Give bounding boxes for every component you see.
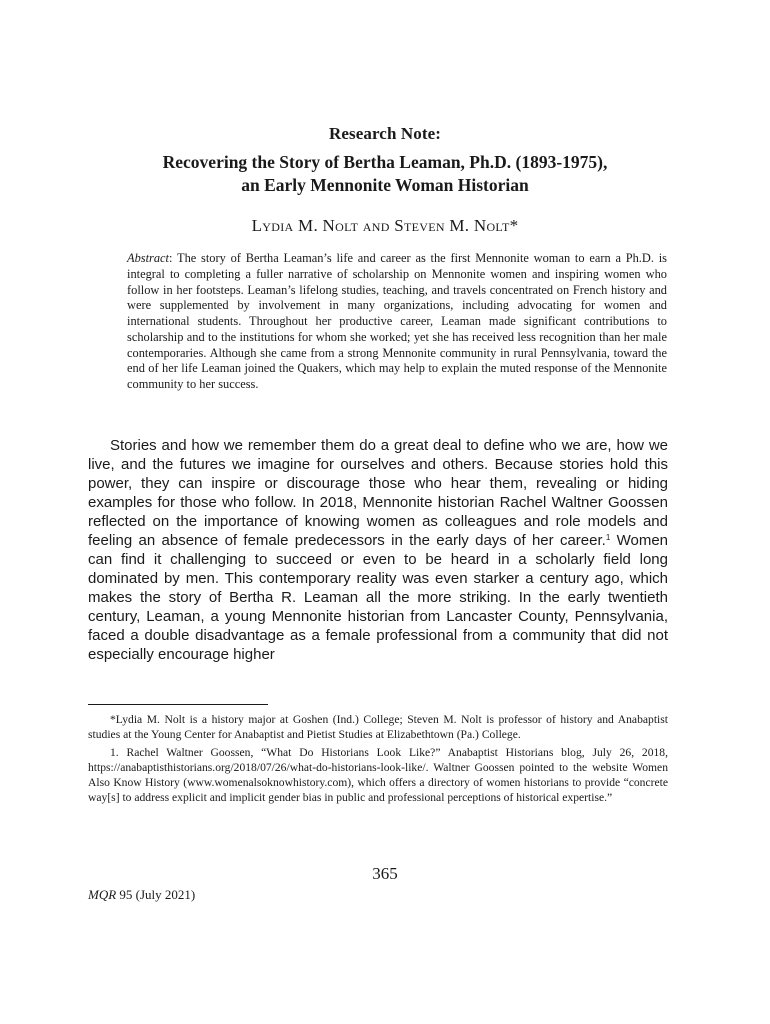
footnote-divider xyxy=(88,704,268,705)
body-paragraph xyxy=(88,436,668,664)
title-line-2: an Early Mennonite Woman Historian xyxy=(241,175,529,195)
abstract-text: : The story of Bertha Leaman’s life and career as the first Mennonite woman to earn a Ph.D. is integral to completing a fuller narrative of scholarship on Mennonite women and inspiring women who follow in her footsteps. Leaman’s lifelong studies, teaching, and travels concentrated on French history and were supplemented by involvement in many organizations, including advocating for women and international students. Throughout her productive career, Leaman made significant contributions to scholarship and to the institutions for whom she worked; yet she has received less recognition than her male contemporaries. Although she came from a strong Mennonite community in rural Pennsylvania, toward the end of her life Leaman joined the Quakers, which may help to explain the muted response of the Mennonite community to her success. xyxy=(127,251,667,391)
title-line-1: Recovering the Story of Bertha Leaman, Ph.D. (1893-1975), xyxy=(162,152,608,172)
body-text-part-2: Women can find it challenging to succeed or even to be heard in a scholarly field long dominated by men. This contemporary reality was even starker a century ago, which makes the story of Bertha R. Leaman all the more striking. In the early twentieth century, Leaman, a young Mennonite historian from Lancaster County, Pennsylvania, faced a double disadvantage as a female professional from a community that did not especially encourage higher xyxy=(88,532,669,663)
journal-abbrev: MQR xyxy=(88,887,117,902)
body-text-part-1: Stories and how we remember them do a great deal to define who we are, how we live, and the futures we imagine for ourselves and others. Because stories hold this power, they can inspire or discourage those who hear them, revealing or hiding examples for those who follow. In 2018, Mennonite historian Rachel Waltner Goossen reflected on the importance of knowing women as colleagues and role models and feeling an absence of female predecessors in the early days of her career. xyxy=(88,437,668,549)
footnote-1: 1. Rachel Waltner Goossen, “What Do Historians Look Like?” Anabaptist Historians blog, July 26, 2018, https://anabaptisthistorians.org/2018/07/26/what-do-historians-look-like/. Waltner Goossen pointed to the website Women Also Know History (www.womenalsoknowhistory.com), which offers a directory of women historians to provide “concrete way[s] to address explicit and implicit gender bias in public and professional perceptions of historical expertise.” xyxy=(88,746,668,804)
page-number: 365 xyxy=(372,864,398,883)
journal-issue: 95 (July 2021) xyxy=(116,887,196,902)
author-line: Lydia M. Nolt and Steven M. Nolt* xyxy=(251,216,519,235)
footnote-author-note: *Lydia M. Nolt is a history major at Goshen (Ind.) College; Steven M. Nolt is professor of history and Anabaptist studies at the Young Center for Anabaptist and Pietist Studies at Elizabethtown (Pa.) College. xyxy=(88,713,668,741)
note-label: Research Note: xyxy=(328,124,442,143)
journal-citation xyxy=(88,887,195,903)
abstract xyxy=(127,251,667,393)
footnotes xyxy=(88,713,668,805)
footnote-reference: 1 xyxy=(605,533,611,542)
abstract-label: Abstract xyxy=(127,251,169,265)
article-title xyxy=(80,151,690,197)
